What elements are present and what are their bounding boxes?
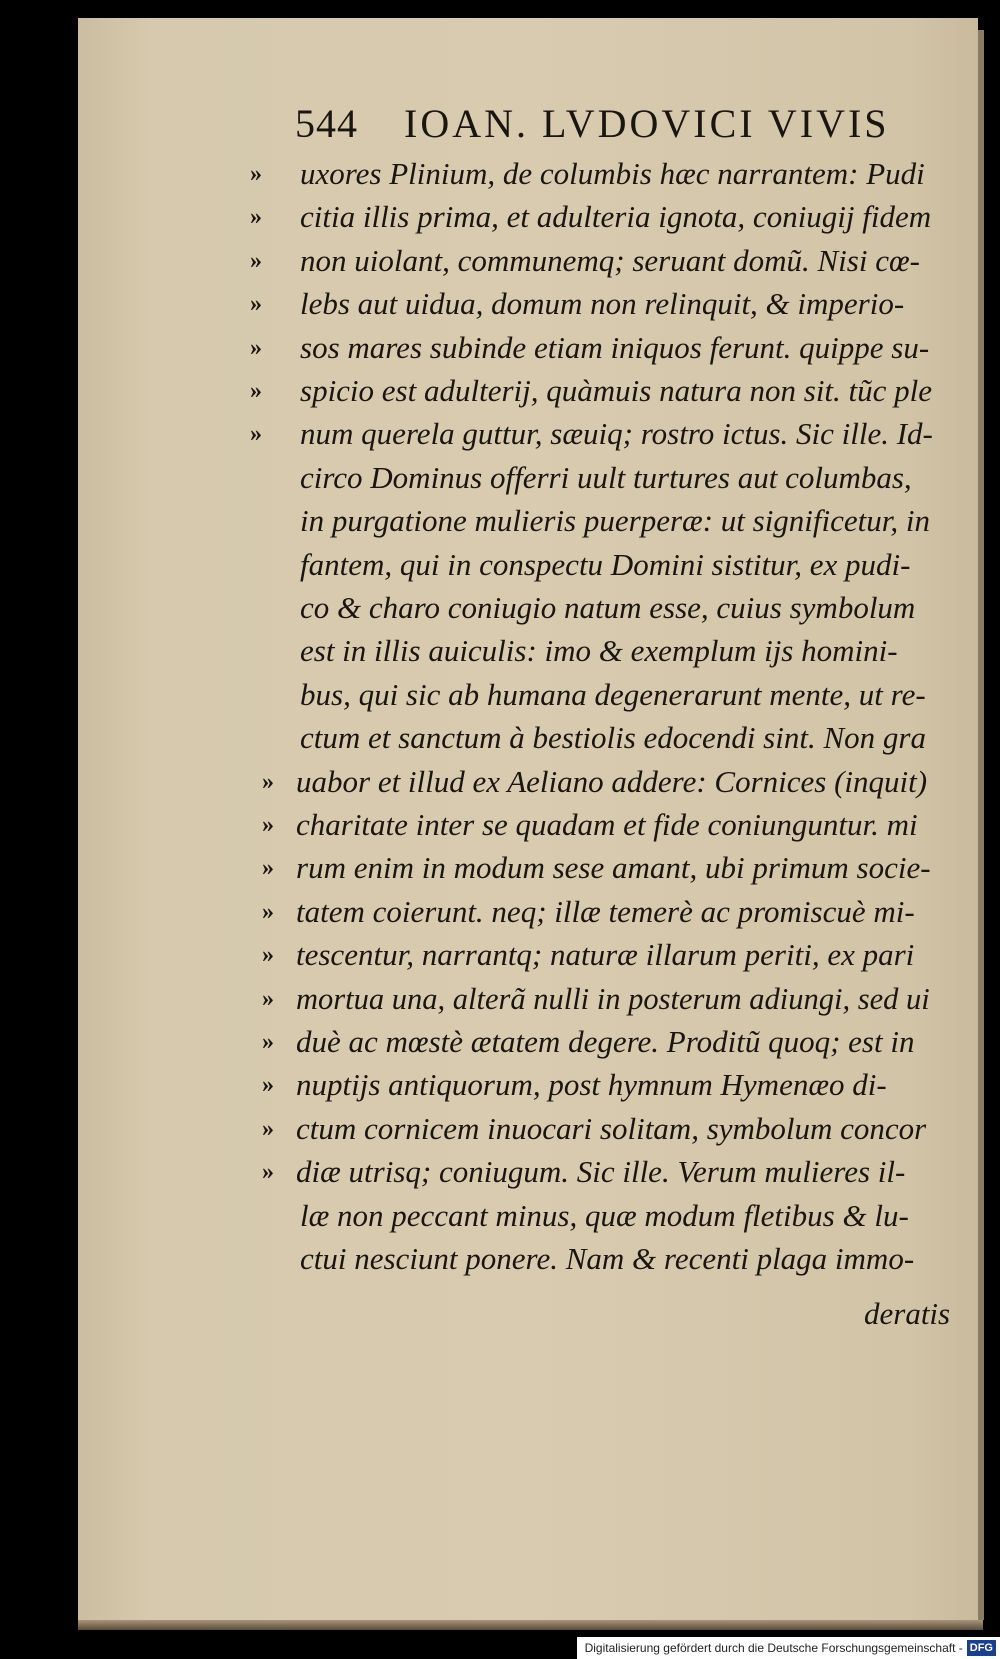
text-line: tatem coierunt. neq; illæ temerè ac promiscuè mi- bbox=[296, 894, 915, 929]
page-number: 544 bbox=[295, 101, 358, 146]
quote-marker: » bbox=[262, 1029, 274, 1055]
text-line: citia illis prima, et adulteria ignota, coniugij fidem bbox=[300, 199, 932, 234]
quote-marker: » bbox=[250, 248, 262, 274]
dfg-logo-icon: DFG bbox=[967, 1640, 996, 1656]
quote-marker: » bbox=[250, 378, 262, 404]
running-head-title: IOAN. LVDOVICI VIVIS bbox=[404, 101, 890, 146]
text-line: diæ utrisq; coniugum. Sic ille. Verum mulieres il- bbox=[296, 1154, 906, 1189]
text-line: fantem, qui in conspectu Domini sistitur, ex pudi- bbox=[300, 547, 911, 582]
quote-marker: » bbox=[262, 812, 274, 838]
quote-marker: » bbox=[262, 769, 274, 795]
quote-marker: » bbox=[262, 1159, 274, 1185]
text-line: tescentur, narrantq; naturæ illarum periti, ex pari bbox=[296, 937, 915, 972]
text-line: ctui nesciunt ponere. Nam & recenti plaga immo- bbox=[300, 1241, 915, 1276]
text-line: circo Dominus offerri uult turtures aut columbas, bbox=[300, 460, 912, 495]
quote-marker: » bbox=[250, 291, 262, 317]
quote-marker: » bbox=[262, 942, 274, 968]
quote-marker: » bbox=[262, 899, 274, 925]
page-bottom-edge bbox=[78, 1620, 983, 1630]
text-line: sos mares subinde etiam iniquos ferunt. quippe su- bbox=[300, 330, 930, 365]
quote-marker: » bbox=[250, 421, 262, 447]
page-edge bbox=[978, 30, 984, 1620]
quote-marker: » bbox=[262, 1116, 274, 1142]
text-line: uabor et illud ex Aeliano addere: Cornices (inquit) bbox=[296, 764, 928, 799]
footer-text: Digitalisierung gefördert durch die Deutsche Forschungsgemeinschaft - bbox=[584, 1641, 963, 1655]
digitization-footer bbox=[577, 1637, 1000, 1659]
text-line: uxores Plinium, de columbis hæc narrantem: Pudi bbox=[300, 156, 925, 191]
text-line: charitate inter se quadam et fide coniunguntur. mi bbox=[296, 807, 918, 842]
text-line: læ non peccant minus, quæ modum fletibus & lu- bbox=[300, 1198, 909, 1233]
text-line: num querela guttur, sæuiq; rostro ictus. Sic ille. Id- bbox=[300, 416, 933, 451]
quote-marker: » bbox=[250, 335, 262, 361]
text-line: est in illis auiculis: imo & exemplum ijs homini- bbox=[300, 633, 898, 668]
quote-marker: » bbox=[262, 855, 274, 881]
text-line: non uiolant, communemq; seruant domũ. Nisi cœ- bbox=[300, 243, 920, 278]
text-line: bus, qui sic ab humana degenerarunt mente, ut re- bbox=[300, 677, 926, 712]
text-line: ctum cornicem inuocari solitam, symbolum concor bbox=[296, 1111, 927, 1146]
text-line: nuptijs antiquorum, post hymnum Hymenæo di- bbox=[296, 1067, 887, 1102]
catchword: deratis bbox=[864, 1296, 951, 1331]
running-header bbox=[295, 100, 890, 150]
quote-marker: » bbox=[262, 1072, 274, 1098]
quote-marker: » bbox=[262, 986, 274, 1012]
text-line: mortua una, alterã nulli in posterum adiungi, sed ui bbox=[296, 982, 930, 1016]
quote-marker: » bbox=[250, 204, 262, 230]
text-line: spicio est adulterij, quàmuis natura non sit. tũc ple bbox=[300, 373, 933, 408]
text-line: lebs aut uidua, domum non relinquit, & imperio- bbox=[300, 286, 905, 321]
text-line: in purgatione mulieris puerperæ: ut significetur, in bbox=[300, 503, 931, 538]
text-line: rum enim in modum sese amant, ubi primum socie- bbox=[296, 850, 931, 885]
text-line: co & charo coniugio natum esse, cuius symbolum bbox=[300, 590, 916, 625]
quote-marker: » bbox=[250, 161, 262, 187]
text-line: ctum et sanctum à bestiolis edocendi sint. Non gra bbox=[300, 720, 926, 755]
text-line: duè ac mœstè ætatem degere. Proditũ quoq; est in bbox=[296, 1024, 915, 1059]
